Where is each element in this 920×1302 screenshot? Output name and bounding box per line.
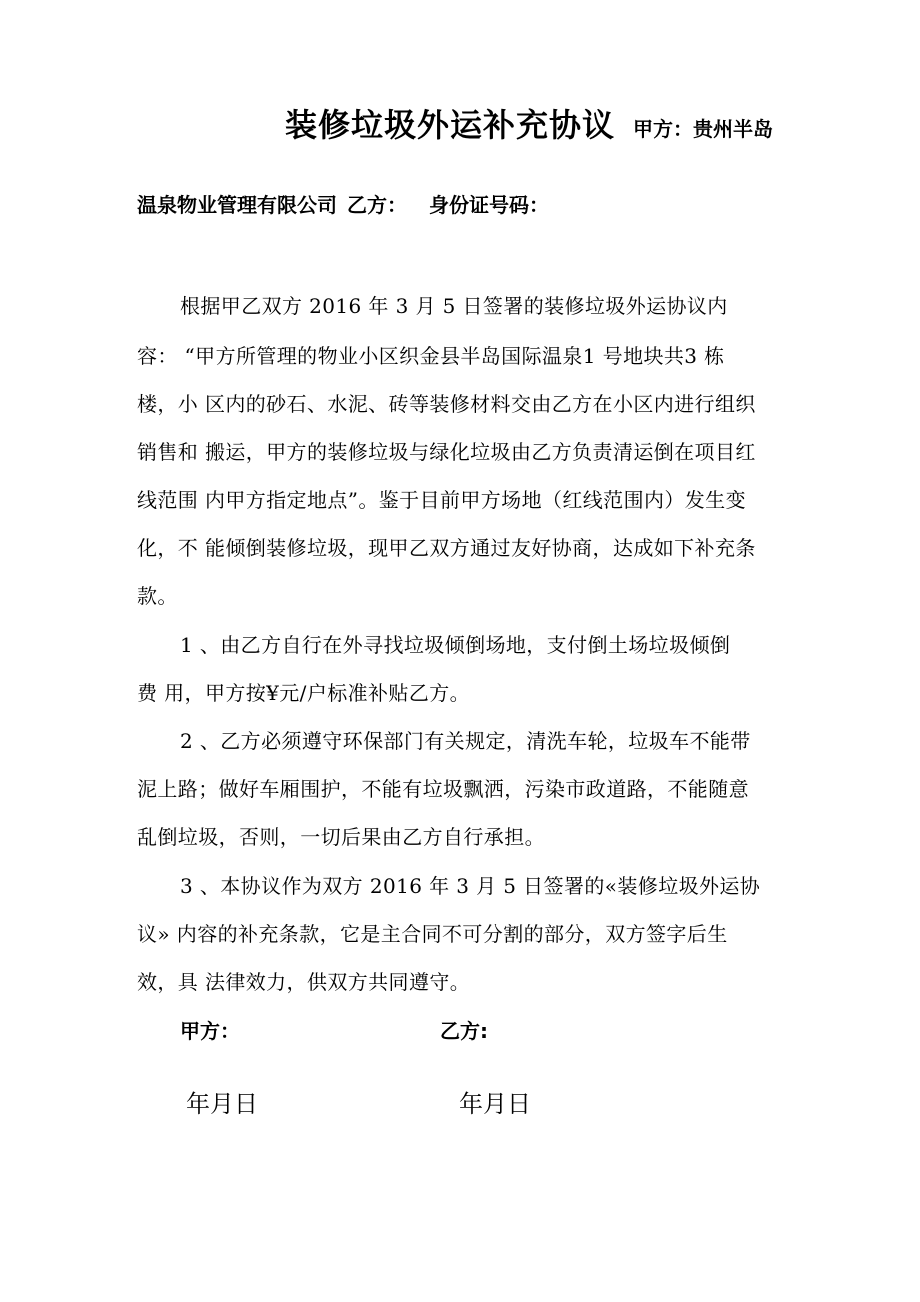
clause-3-line: 3 、本协议作为双方 2016 年 3 月 5 日签署的«装修垃圾外运协 — [180, 874, 761, 898]
clause-3-line: 议» 内容的补充条款，它是主合同不可分割的部分，双方签字后生 — [137, 922, 728, 946]
clause-1-line: 费 用，甲方按¥元/户标准补贴乙方。 — [137, 681, 471, 705]
header-line — [137, 189, 549, 218]
party-a-signature-label: 甲方： — [180, 1019, 240, 1043]
paragraph-1-line: 化，不 能倾倒装修垃圾，现甲乙双方通过友好协商，达成如下补充条 — [137, 536, 756, 560]
party-b-heading: 乙方： — [347, 193, 407, 217]
document-title: 装修垃圾外运补充协议 — [285, 106, 616, 144]
clause-2-line: 泥上路；做好车厢围护，不能有垃圾飘洒，污染市政道路，不能随意 — [137, 777, 749, 801]
clause-2-line: 2 、乙方必须遵守环保部门有关规定，清洗车轮，垃圾车不能带 — [180, 729, 751, 753]
party-b-signature-label: 乙方: — [440, 1019, 488, 1043]
paragraph-1-line: 款。 — [137, 584, 178, 608]
paragraph-1-line: 容： “甲方所管理的物业小区织金县半岛国际温泉1 号地块共3 栋 — [137, 344, 725, 368]
clause-2-line: 乱倒垃圾，否则，一切后果由乙方自行承担。 — [137, 825, 545, 849]
title-line — [285, 100, 773, 146]
paragraph-1-line: 楼，小 区内的砂石、水泥、砖等装修材料交由乙方在小区内进行组织 — [137, 392, 756, 416]
company-name: 温泉物业管理有限公司 — [137, 193, 337, 217]
paragraph-1-line: 线范围 内甲方指定地点”。鉴于目前甲方场地（红线范围内）发生变 — [137, 488, 746, 512]
party-a-date: 年月日 — [186, 1090, 258, 1118]
clause-1-line: 1 、由乙方自行在外寻找垃圾倾倒场地，支付倒土场垃圾倾倒 — [180, 633, 731, 657]
paragraph-1-line: 销售和 搬运，甲方的装修垃圾与绿化垃圾由乙方负责清运倒在项目红 — [137, 440, 756, 464]
party-a-heading: 甲方：贵州半岛 — [633, 117, 774, 141]
party-b-date: 年月日 — [459, 1090, 531, 1118]
paragraph-1-line: 根据甲乙双方 2016 年 3 月 5 日签署的装修垃圾外运协议内 — [180, 294, 728, 318]
id-number-label: 身份证号码： — [429, 193, 549, 217]
clause-3-line: 效，具 法律效力，供双方共同遵守。 — [137, 970, 471, 994]
